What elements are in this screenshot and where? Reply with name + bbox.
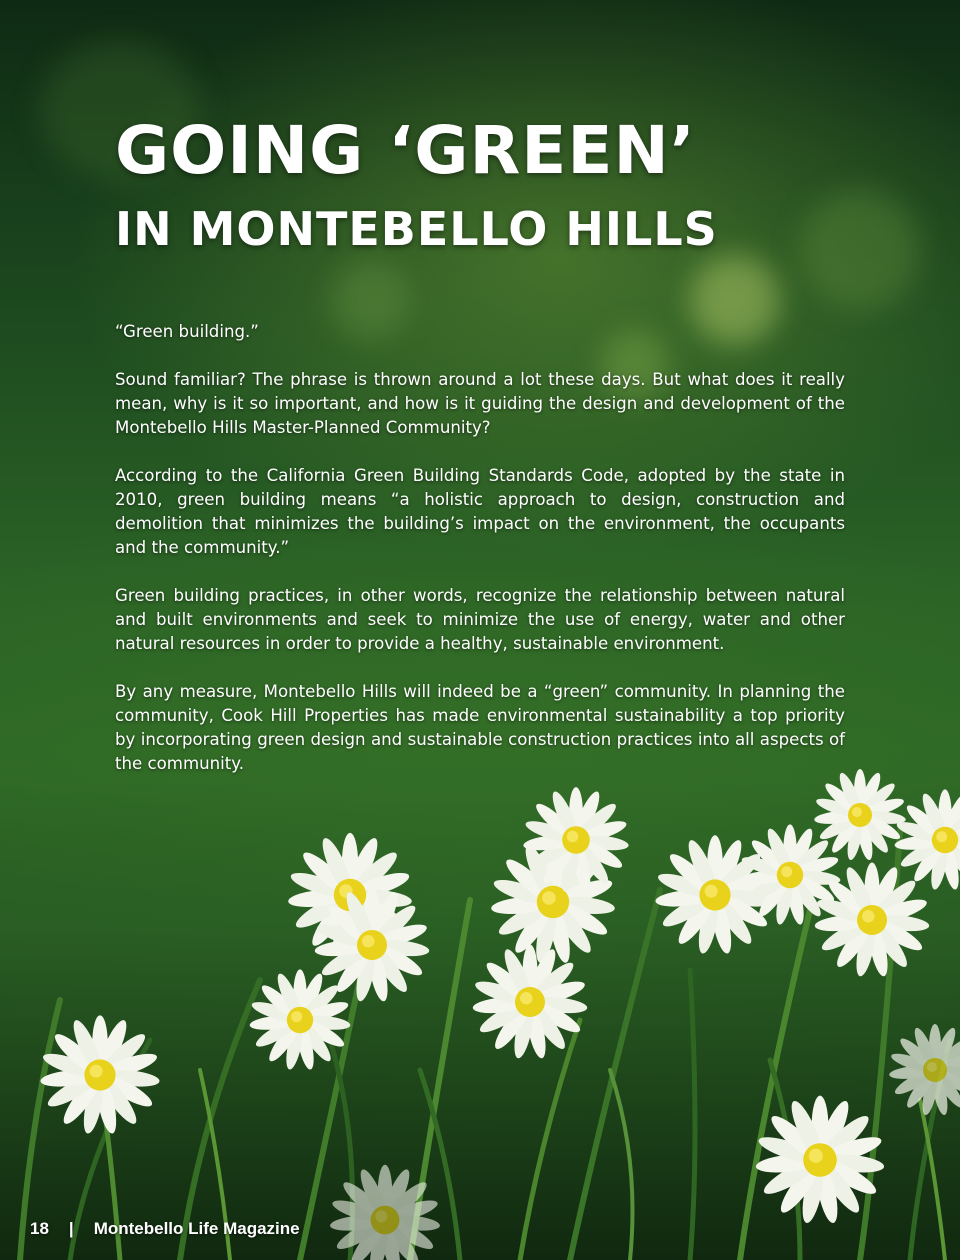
footer-separator: |: [68, 1219, 74, 1238]
article-paragraph: Green building practices, in other words, recognize the relationship between natural and built environments and seek to minimize the use of energy, water and other natural resources in order to provide a healthy, sustainable environment.: [115, 586, 845, 653]
article-paragraph: “Green building.”: [115, 322, 259, 341]
page-number: 18: [30, 1219, 49, 1238]
bokeh-light: [800, 190, 920, 310]
page-footer: [30, 1218, 300, 1240]
article-body: [115, 320, 845, 800]
publication-name: Montebello Life Magazine: [93, 1219, 300, 1238]
article-paragraph: Sound familiar? The phrase is thrown around a lot these days. But what does it really mean, why is it so important, and how is it guiding the design and development of the Montebello Hills Master-Planned Community?: [115, 370, 845, 437]
article-paragraph: By any measure, Montebello Hills will indeed be a “green” community. In planning the community, Cook Hill Properties has made environmental sustainability a top priority by incorporating green design and sustainable construction practices into all aspects of the community.: [115, 682, 845, 773]
article-paragraph: According to the California Green Building Standards Code, adopted by the state in 2010, green building means “a holistic approach to design, construction and demolition that minimizes the building’s impact on the environment, the occupants and the community.”: [115, 466, 845, 557]
page-title: GOING ‘GREEN’: [115, 112, 696, 189]
daisy-field-image: [0, 740, 960, 1260]
page-subtitle: IN MONTEBELLO HILLS: [115, 202, 718, 256]
